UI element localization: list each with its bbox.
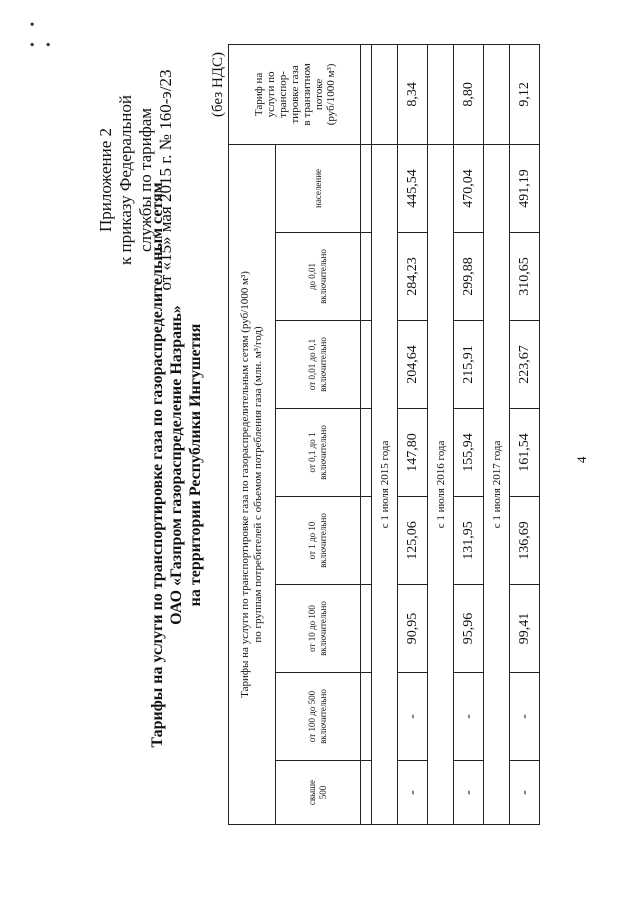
annex-line: от «15» мая 2015 г. № 160-э/23: [156, 69, 175, 291]
annex-line: Приложение 2: [96, 128, 115, 232]
column-header: от 100 до 500 включительно: [276, 673, 361, 761]
table-row: [510, 44, 540, 824]
table-cell: 155,94: [454, 409, 484, 497]
table-cell: 131,95: [454, 497, 484, 585]
scan-dots-mark: • • •: [26, 15, 57, 47]
column-header: от 10 до 100 включительно: [276, 585, 361, 673]
table-cell: 470,04: [454, 144, 484, 232]
group-header-line: Тарифы на услуги по транспортировке газа по газораспределительным сетям (руб/1000 м³): [239, 271, 251, 698]
annex-line: службы по тарифам: [136, 107, 155, 253]
table-cell: 95,96: [454, 585, 484, 673]
table-cell: 284,23: [398, 233, 428, 321]
vat-note: (без НДС): [210, 51, 226, 117]
table-cell: -: [510, 673, 540, 761]
document-title: [148, 65, 205, 865]
table-cell: 204,64: [398, 321, 428, 409]
column-header: свыше 500: [276, 761, 361, 825]
group-header: [229, 144, 276, 824]
table-row: [398, 44, 428, 824]
table-cell: -: [398, 761, 428, 825]
spacer-row: [361, 44, 372, 824]
period-label: с 1 июля 2016 года: [428, 144, 454, 824]
column-header: от 1 до 10 включительно: [276, 497, 361, 585]
column-header: население: [276, 144, 361, 232]
table-cell: 223,67: [510, 321, 540, 409]
table-cell: 310,65: [510, 233, 540, 321]
table-cell: 136,69: [510, 497, 540, 585]
column-header: от 0,1 до 1 включительно: [276, 409, 361, 497]
table-cell: 161,54: [510, 409, 540, 497]
title-line: Тарифы на услуги по транспортировке газа по газораспределительным сетям: [149, 182, 166, 748]
column-header: до 0,01 включительно: [276, 233, 361, 321]
title-line: ОАО «Газпром газораспределение Назрань»: [168, 305, 185, 625]
table-cell: 299,88: [454, 233, 484, 321]
transit-header: Тариф на услуги по транспор- тировке газа в транзитном потоке (руб/1000 м³): [229, 44, 361, 144]
table-cell: 445,54: [398, 144, 428, 232]
table-cell: -: [398, 673, 428, 761]
title-line: на территории Республики Ингушетия: [187, 323, 204, 607]
table-cell: -: [454, 673, 484, 761]
tariff-table: [228, 44, 540, 825]
period-row: [428, 44, 454, 824]
table-cell: 8,34: [398, 44, 428, 144]
table-row: [454, 44, 484, 824]
table-cell: 491,19: [510, 144, 540, 232]
table-cell: 8,80: [454, 44, 484, 144]
period-label: с 1 июля 2017 года: [484, 144, 510, 824]
period-row: [484, 44, 510, 824]
table-cell: 215,91: [454, 321, 484, 409]
column-header: от 0,01 до 0,1 включительно: [276, 321, 361, 409]
table-cell: -: [454, 761, 484, 825]
period-label: с 1 июля 2015 года: [372, 144, 398, 824]
table-cell: -: [510, 761, 540, 825]
table-cell: 147,80: [398, 409, 428, 497]
period-row: [372, 44, 398, 824]
page-number: 4: [574, 456, 589, 463]
table-cell: 9,12: [510, 44, 540, 144]
group-header-line: по группам потребителей с объемом потребления газа (млн. м³/год): [252, 326, 264, 643]
table-cell: 99,41: [510, 585, 540, 673]
table-cell: 125,06: [398, 497, 428, 585]
annex-line: к приказу Федеральной: [116, 95, 135, 265]
table-cell: 90,95: [398, 585, 428, 673]
